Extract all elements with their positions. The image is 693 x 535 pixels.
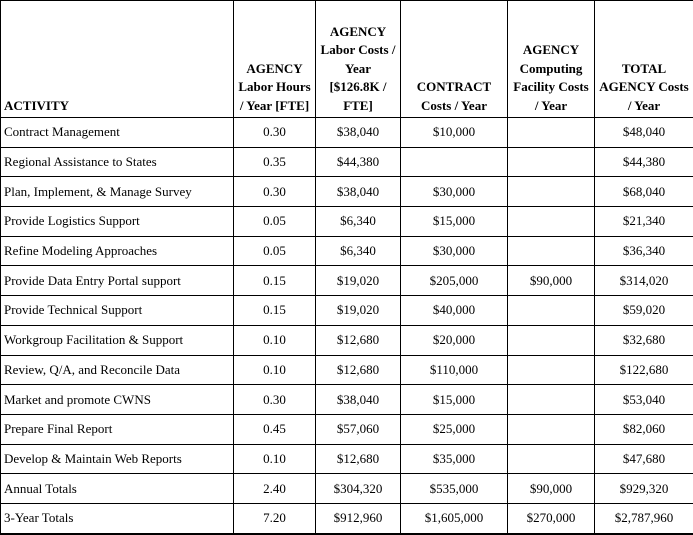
- table-row: [1, 118, 693, 148]
- contract-cost-cell: $1,605,000: [401, 503, 508, 533]
- labor-cost-cell: $38,040: [316, 177, 401, 207]
- header-computing-costs: AGENCY Computing Facility Costs / Year: [508, 1, 595, 118]
- computing-cost-cell: $90,000: [508, 266, 595, 296]
- contract-cost-cell: $15,000: [401, 207, 508, 237]
- table-row: [1, 147, 693, 177]
- labor-cost-cell: $19,020: [316, 266, 401, 296]
- labor-cost-cell: $38,040: [316, 385, 401, 415]
- labor-hours-cell: 0.05: [234, 236, 316, 266]
- computing-cost-cell: [508, 177, 595, 207]
- table-row: [1, 325, 693, 355]
- activity-cell: 3-Year Totals: [1, 503, 234, 533]
- table-row: [1, 444, 693, 474]
- contract-cost-cell: $25,000: [401, 414, 508, 444]
- labor-hours-cell: 0.45: [234, 414, 316, 444]
- computing-cost-cell: [508, 296, 595, 326]
- labor-cost-cell: $44,380: [316, 147, 401, 177]
- labor-cost-cell: $912,960: [316, 503, 401, 533]
- total-cost-cell: $53,040: [595, 385, 693, 415]
- computing-cost-cell: [508, 147, 595, 177]
- labor-hours-cell: 0.15: [234, 296, 316, 326]
- activity-cell: Contract Management: [1, 118, 234, 148]
- total-cost-cell: $32,680: [595, 325, 693, 355]
- total-cost-cell: $2,787,960: [595, 503, 693, 533]
- computing-cost-cell: [508, 236, 595, 266]
- activity-cell: Provide Technical Support: [1, 296, 234, 326]
- labor-cost-cell: $304,320: [316, 474, 401, 504]
- labor-hours-cell: 0.30: [234, 118, 316, 148]
- table-row: [1, 385, 693, 415]
- total-cost-cell: $36,340: [595, 236, 693, 266]
- activity-cell: Provide Logistics Support: [1, 207, 234, 237]
- header-activity: ACTIVITY: [1, 1, 234, 118]
- contract-cost-cell: $40,000: [401, 296, 508, 326]
- total-cost-cell: $47,680: [595, 444, 693, 474]
- activity-cell: Workgroup Facilitation & Support: [1, 325, 234, 355]
- contract-cost-cell: $30,000: [401, 177, 508, 207]
- table-row: [1, 503, 693, 533]
- labor-hours-cell: 0.10: [234, 355, 316, 385]
- labor-hours-cell: 0.10: [234, 325, 316, 355]
- activity-cell: Refine Modeling Approaches: [1, 236, 234, 266]
- labor-hours-cell: 0.05: [234, 207, 316, 237]
- contract-cost-cell: $20,000: [401, 325, 508, 355]
- contract-cost-cell: $10,000: [401, 118, 508, 148]
- table-row: [1, 177, 693, 207]
- header-contract-costs: CONTRACT Costs / Year: [401, 1, 508, 118]
- table-row: [1, 207, 693, 237]
- total-cost-cell: $48,040: [595, 118, 693, 148]
- labor-cost-cell: $57,060: [316, 414, 401, 444]
- table-row: [1, 236, 693, 266]
- table-body: [1, 118, 693, 534]
- total-cost-cell: $122,680: [595, 355, 693, 385]
- activity-cell: Provide Data Entry Portal support: [1, 266, 234, 296]
- labor-hours-cell: 0.35: [234, 147, 316, 177]
- labor-hours-cell: 7.20: [234, 503, 316, 533]
- total-cost-cell: $929,320: [595, 474, 693, 504]
- labor-hours-cell: 0.15: [234, 266, 316, 296]
- labor-cost-cell: $38,040: [316, 118, 401, 148]
- activity-cell: Review, Q/A, and Reconcile Data: [1, 355, 234, 385]
- contract-cost-cell: $535,000: [401, 474, 508, 504]
- header-total-costs: TOTAL AGENCY Costs / Year: [595, 1, 693, 118]
- header-labor-hours: AGENCY Labor Hours / Year [FTE]: [234, 1, 316, 118]
- computing-cost-cell: [508, 414, 595, 444]
- contract-cost-cell: $30,000: [401, 236, 508, 266]
- activity-cell: Market and promote CWNS: [1, 385, 234, 415]
- labor-cost-cell: $12,680: [316, 355, 401, 385]
- table-row: [1, 296, 693, 326]
- labor-hours-cell: 2.40: [234, 474, 316, 504]
- header-row: [1, 1, 693, 118]
- computing-cost-cell: $90,000: [508, 474, 595, 504]
- total-cost-cell: $44,380: [595, 147, 693, 177]
- labor-cost-cell: $19,020: [316, 296, 401, 326]
- total-cost-cell: $59,020: [595, 296, 693, 326]
- computing-cost-cell: [508, 325, 595, 355]
- table-row: [1, 414, 693, 444]
- contract-cost-cell: $15,000: [401, 385, 508, 415]
- computing-cost-cell: $270,000: [508, 503, 595, 533]
- labor-cost-cell: $6,340: [316, 207, 401, 237]
- table-row: [1, 474, 693, 504]
- contract-cost-cell: $205,000: [401, 266, 508, 296]
- total-cost-cell: $314,020: [595, 266, 693, 296]
- table-row: [1, 266, 693, 296]
- labor-cost-cell: $6,340: [316, 236, 401, 266]
- contract-cost-cell: $35,000: [401, 444, 508, 474]
- total-cost-cell: $68,040: [595, 177, 693, 207]
- computing-cost-cell: [508, 355, 595, 385]
- contract-cost-cell: [401, 147, 508, 177]
- total-cost-cell: $82,060: [595, 414, 693, 444]
- total-cost-cell: $21,340: [595, 207, 693, 237]
- computing-cost-cell: [508, 207, 595, 237]
- labor-cost-cell: $12,680: [316, 325, 401, 355]
- activity-cell: Develop & Maintain Web Reports: [1, 444, 234, 474]
- labor-hours-cell: 0.30: [234, 177, 316, 207]
- computing-cost-cell: [508, 118, 595, 148]
- activity-cell: Prepare Final Report: [1, 414, 234, 444]
- labor-hours-cell: 0.30: [234, 385, 316, 415]
- computing-cost-cell: [508, 444, 595, 474]
- contract-cost-cell: $110,000: [401, 355, 508, 385]
- activity-cell: Annual Totals: [1, 474, 234, 504]
- labor-cost-cell: $12,680: [316, 444, 401, 474]
- activity-cell: Plan, Implement, & Manage Survey: [1, 177, 234, 207]
- header-labor-costs: AGENCY Labor Costs / Year [$126.8K / FTE]: [316, 1, 401, 118]
- labor-hours-cell: 0.10: [234, 444, 316, 474]
- table-row: [1, 355, 693, 385]
- activity-cell: Regional Assistance to States: [1, 147, 234, 177]
- computing-cost-cell: [508, 385, 595, 415]
